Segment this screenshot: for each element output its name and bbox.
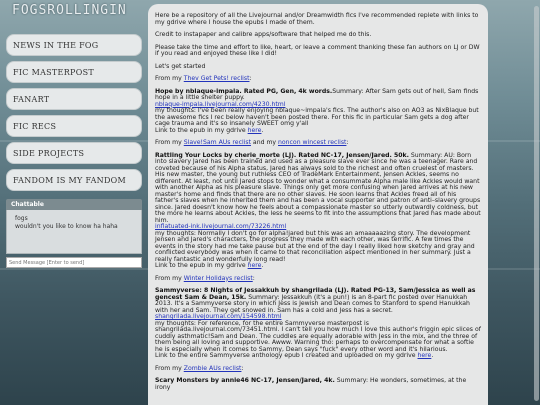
chat-widget — [6, 199, 142, 268]
epub-link[interactable]: here — [247, 262, 262, 269]
reclist-heading: From my Winter Holidays reclist: — [155, 274, 255, 282]
fic-link[interactable]: inflatuated-ink.livejournal.com/73226.html — [155, 223, 287, 230]
fic-summary: Summary: He wonders, sometimes, at the irony — [155, 377, 467, 391]
page-scrollbar[interactable] — [534, 6, 539, 401]
fic-entry: Sammyverse: 8 Nights of Jessakkuh by shangrilada (LJ). Rated PG-13, Sam/Jessica as well as gencest Sam & Dean, 15k. Summary: Jessakkuh (it's a pun!) is an 8-part fic posted over Hanukkah 2013. It's a Sammyverse story in which Jess is Jewish and Dean comes to Stanford to spend Hanukkah with her and Sam. They get snowed in. Sam has a cold and Jess has a secret. shangrilada.livejournal.com/154598.html my thoughts: For reference, for the entire Sammyverse masterpost is shangrilada.livejournal.com/73451.html. I can't tell you how much I love this author's friggin epic slices of cuddly asthmatic!Sam and Dean. The cuddles are equally adorable with Jess in the mix, and the three of them being all loving and supportive. Awww. Warning tho: perhaps to overcompensate for what a softie he is especially when it comes to Sammy, Dean says "fuck" every other word and it's hilarious. Link to the entire Sammyverse anthology epub I created and uploaded on my gdrive here. — [155, 287, 481, 359]
reclist-link[interactable]: Thev Get Pets! reclist — [183, 75, 250, 82]
reclist-heading: From my Slave!Sam AUs reclist and my noncon wincest reclist: — [155, 139, 349, 146]
fic-title: Rattling Your Locks by cherie_morte (LJ). Rated NC-17, Jensen/Jared. 50k. — [155, 151, 409, 159]
fic-thoughts: my thoughts: For reference, for the entire Sammyverse masterpost is shangrilada.livejournal.com/73451.html. I can't tell you how much I love this author's friggin epic slices of cuddly asthmatic!Sam and Dean. The cuddles are equally adorable with Jess in the mix, and the three of them being all loving and supportive. Awww. Warning tho: perhaps to overcompensate for what a softie he is especially when it comes to Sammy, Dean says "fuck" every other word and it's hilarious. — [155, 319, 481, 353]
intro-text: Credit to instapaper and calibre apps/software that helped me do this. — [155, 31, 372, 38]
fic-entry: Hope by nblaque-impala. Rated PG, Gen, 4k words.Summary: After Sam gets out of hell, Sam finds hope in a little shelter puppy. nblaque-impala.livejournal.com/4230.html my thoughts: I've been really enjoying nblaque~impala's fics. The author's also on AO3 as NixBlaque but the awesome fics I rec below haven't been posted there. For this fic in particular Sam gets a dog after cage trauma and it's so insanely SWEET omg y'all Link to the epub in my gdrive here. — [155, 87, 479, 134]
intro-text: Please take the time and effort to like, heart, or leave a comment thanking these fan authors on LJ or DW if you read and enjoyed these like I did! — [155, 43, 480, 57]
chat-title: Chattable — [6, 199, 142, 210]
fic-link[interactable]: shangrilada.livejournal.com/154598.html — [155, 313, 282, 320]
epub-link[interactable]: here — [417, 352, 432, 359]
chat-message: fogs — [15, 215, 28, 222]
sidebar-nav — [6, 34, 142, 196]
post-content — [148, 4, 488, 405]
epub-link[interactable]: here — [247, 126, 262, 134]
reclist-link[interactable]: Slave!Sam AUs reclist — [183, 139, 251, 146]
fic-thoughts: my thoughts: I've been really enjoying nblaque~impala's fics. The author's also on AO3 as NixBlaque but the awesome fics I rec below haven't been posted there. For this fic in particular Sam gets a dog after cage trauma and it's so insanely SWEET omg y'all — [155, 107, 479, 127]
nav-side-projects[interactable]: SIDE PROJECTS — [6, 142, 142, 164]
fic-entry — [155, 378, 481, 391]
intro-text: Let's get started — [155, 62, 206, 70]
reclist-link[interactable]: noncon wincest reclist — [278, 139, 347, 146]
nav-fic-masterpost[interactable]: FIC MASTERPOST — [6, 61, 142, 83]
fic-entry: Rattling Your Locks by cherie_morte (LJ). Rated NC-17, Jensen/Jared. 50k. Summary: AU: Born into slavery Jared has been trained and used as a pleasure slave ever since he was a teenager. Rare and coveted because of his Alpha status, Jared has always sold to the richest and often cruelest of masters. His new master, the young but ruthless CEO of TradeMark Entertainment, Jensen Ackles, seems no different. At least, not until Jared stops to wonder what a consummate Alpha male like Ackles would want with another Alpha as his pleasure slave. Things only get more confusing when Jared arrives at his new master's home and finds that there are no other slaves. He soon learns that Ackles freed all of his father's slaves when he inherited them and has been a vocal supporter and patron of anti–slavery groups since. Jared doesn't know how he feels about a compassionate master so utterly outwardly coldness, but the more he learns about Ackles, the less he seems to fit into the assumptions that Jared has made about him. inflatuated-ink.livejournal.com/73226.html my thoughts: Normally I don't go for alpha!jared but this was an amaaaaazing story. The development Jensen and Jared's characters, the progress they made with each other, was terrific. A few times the events in the story had me take pause but at the end of the day I really liked how sketchy and gray and conflicted everybody was when it came to that reconciliation aspect mentioned in her summary. Just a really fantastic and wonderfully long read! Link to the epub in my gdrive here. — [155, 151, 481, 269]
fic-summary: Summary: After Sam gets out of hell, Sam finds hope in a little shelter puppy. — [155, 87, 479, 101]
nav-news-in-the-fog[interactable]: NEWS IN THE FOG — [6, 34, 142, 56]
chat-input[interactable] — [6, 257, 142, 268]
reclist-link[interactable]: Winter Holidays reclist — [183, 274, 253, 282]
nav-fanart[interactable]: FANART — [6, 88, 142, 110]
reclist-heading: From my Zombie AUs reclist: — [155, 364, 244, 372]
fic-title: Hope by nblaque-impala. Rated PG, Gen, 4k words. — [155, 87, 333, 95]
nav-fic-recs[interactable]: FIC RECS — [6, 115, 142, 137]
site-logo[interactable]: FOGSROLLINGIN — [12, 3, 127, 18]
chat-messages — [6, 210, 142, 254]
fic-summary: Summary: Jessakkuh (it's a pun!) is an 8-part fic posted over Hanukkah 2013. It's a Sammyverse story in which Jess is Jewish and Dean comes to Stanford to spend Hanukkah with her and Sam. They get snowed in. Sam has a cold and Jess has a secret. — [155, 293, 470, 314]
fic-summary: Summary: AU: Born into slavery Jared has been trained and used as a pleasure slave ever since he was a teenager. Rare and coveted because of his Alpha status, Jared has always sold to the richest and often cruelest of masters. — [155, 151, 478, 172]
fic-thoughts: my thoughts: Normally I don't go for alpha!jared but this was an amaaaaazing story. The development Jensen and Jared's characters, the progress they made with each other, was terrific. A few times the events in the story had me take pause but at the end of the day I really liked how sketchy and gray and conflicted everybody was when it came to that reconciliation aspect mentioned in her summary. Just a really fantastic and wonderfully long read! — [155, 229, 475, 263]
fic-link[interactable]: nblaque-impala.livejournal.com/4230.html — [155, 100, 286, 108]
intro-text: Here be a repository of all the Livejournal and/or Dreamwidth fics I've recommended replete with links to my gdrive where I house the epubs I made of them. — [155, 12, 479, 26]
reclist-link[interactable]: Zombie AUs reclist — [183, 364, 242, 372]
nav-fandom-is-my-fandom[interactable]: FANDOM IS MY FANDOM — [6, 169, 142, 191]
reclist-heading: From my Thev Get Pets! reclist: — [155, 75, 252, 82]
fic-summary: His new master, the young but ruthless CEO of TradeMark Entertainment, Jensen Ackles, seems no different. At least, not until Jared stops to wonder what a consummate Alpha male like Ackles would want with another Alpha as his pleasure slave. Things only get more confusing when Jared arrives at his new master's home and finds that there are no other slaves. He soon learns that Ackles freed all of his father's slaves when he inherited them and has been a vocal supporter and patron of anti–slavery groups since. Jared doesn't know how he feels about a compassionate master so utterly outwardly coldness, but the more he learns about Ackles, the less he seems to fit into the assumptions that Jared has made about him. — [155, 171, 481, 224]
fic-title: Scary Monsters by annie46 NC-17, Jensen/Jared, 4k. — [155, 377, 335, 384]
fic-title: Sammyverse: 8 Nights of Jessakkuh by shangrilada (LJ). Rated PG-13, Sam/Jessica as well as gencest Sam & Dean, 15k. — [155, 287, 476, 301]
chat-message: wouldn't you like to know ha haha — [15, 223, 118, 230]
